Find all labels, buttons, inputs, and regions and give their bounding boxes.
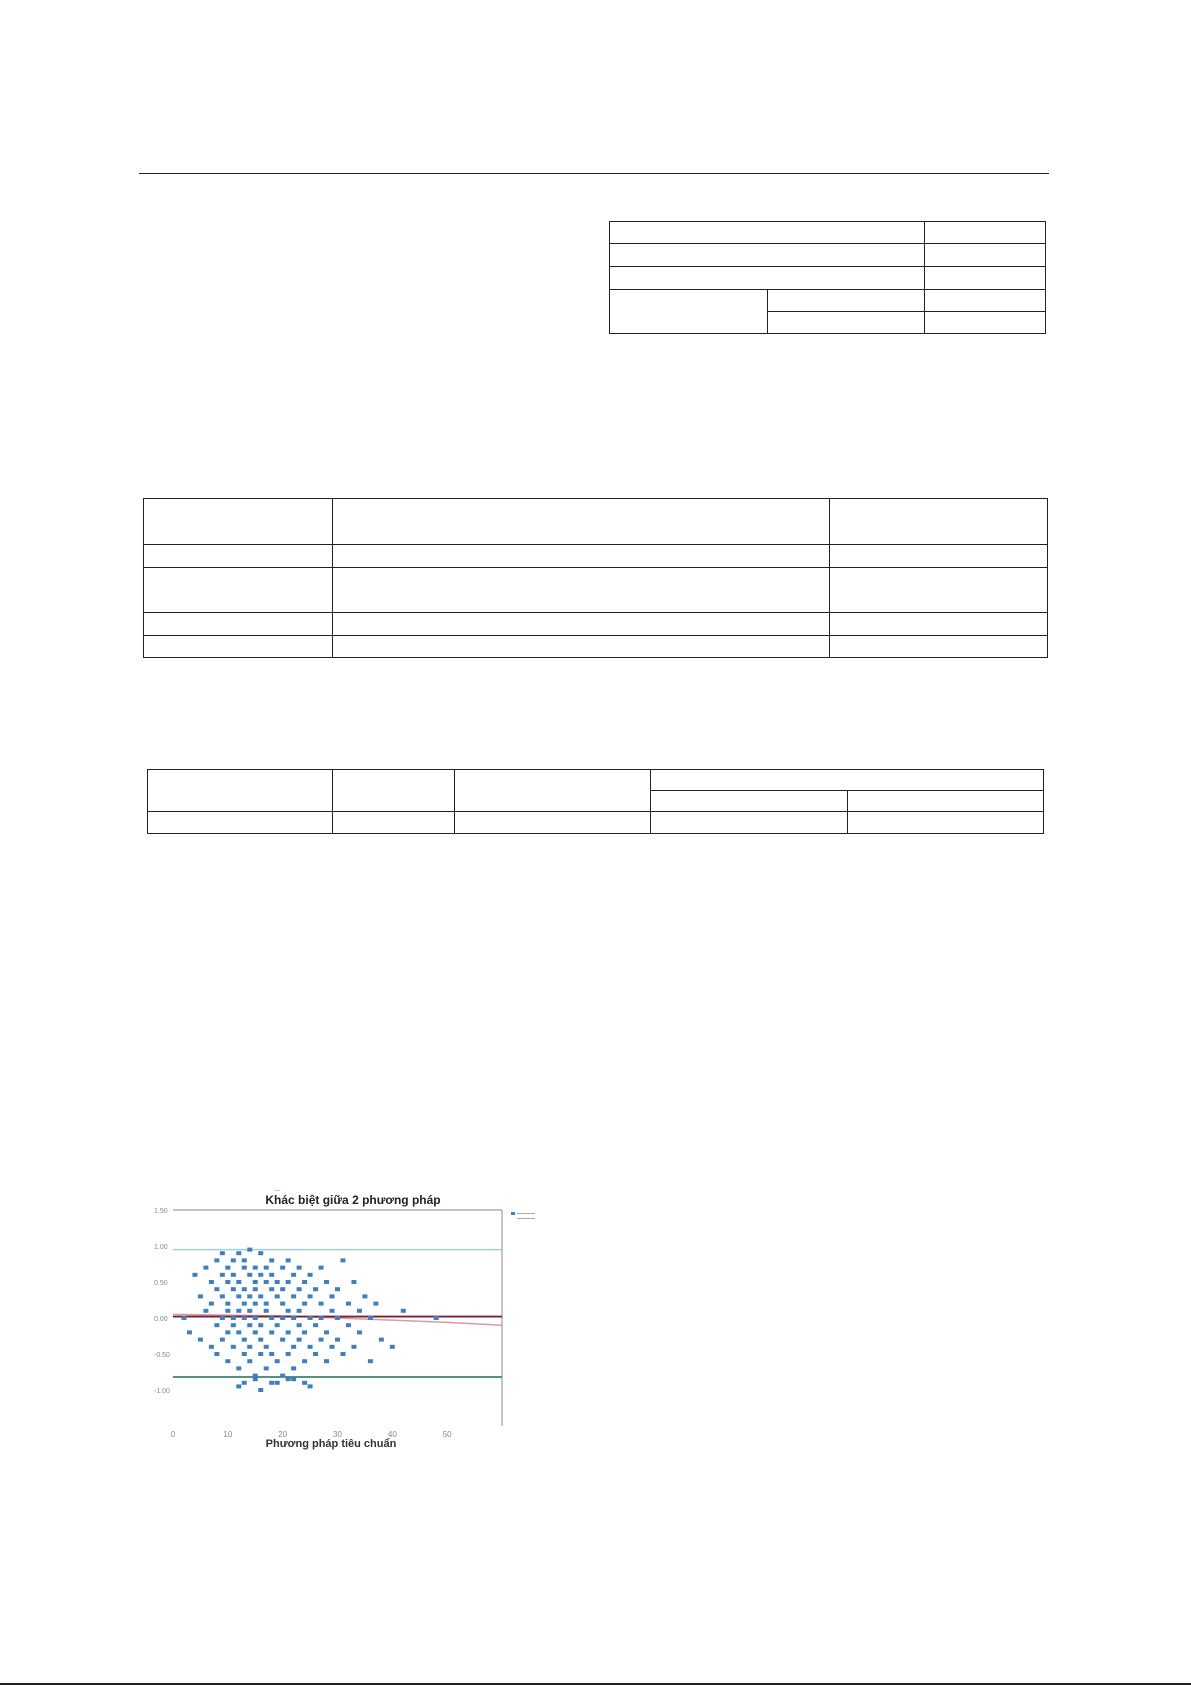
- data-point: [258, 1388, 263, 1392]
- data-point: [297, 1309, 302, 1313]
- data-point: [258, 1251, 263, 1255]
- data-point: [297, 1338, 302, 1342]
- data-point: [209, 1280, 214, 1284]
- data-point: [242, 1381, 247, 1385]
- data-point: [253, 1266, 258, 1270]
- table-row: [610, 290, 1046, 312]
- data-point: [269, 1258, 274, 1262]
- data-point: [236, 1366, 241, 1370]
- table-cell: [333, 545, 830, 568]
- data-point: [286, 1280, 291, 1284]
- table-cell: [144, 499, 333, 545]
- data-point: [214, 1258, 219, 1262]
- data-point: [340, 1352, 345, 1356]
- data-point: [192, 1273, 197, 1277]
- table-row: [144, 568, 1048, 613]
- table-cell: [848, 812, 1044, 834]
- table-row: [144, 545, 1048, 568]
- data-point: [247, 1309, 252, 1313]
- data-point: [242, 1287, 247, 1291]
- bland-altman-chart: [143, 1190, 573, 1450]
- y-tick-label: 1.50: [154, 1208, 168, 1215]
- data-point: [242, 1266, 247, 1270]
- table-cell: [925, 222, 1046, 244]
- table-cell: [830, 613, 1048, 636]
- header-rule: [139, 173, 1049, 174]
- data-point: [258, 1323, 263, 1327]
- data-point: [209, 1345, 214, 1349]
- data-point: [181, 1316, 186, 1320]
- data-point: [225, 1330, 230, 1334]
- data-point: [308, 1294, 313, 1298]
- data-point: [297, 1287, 302, 1291]
- data-point: [220, 1273, 225, 1277]
- table-row: [144, 636, 1048, 658]
- data-point: [253, 1302, 258, 1306]
- table-cell: [144, 568, 333, 613]
- data-point: [225, 1266, 230, 1270]
- data-point: [231, 1316, 236, 1320]
- data-point: [330, 1294, 335, 1298]
- data-point: [187, 1330, 192, 1334]
- data-point: [269, 1273, 274, 1277]
- data-point: [291, 1377, 296, 1381]
- table-cell: [333, 613, 830, 636]
- x-tick-label: 0: [170, 1430, 176, 1439]
- table-cell: [455, 770, 651, 812]
- data-point: [302, 1302, 307, 1306]
- table-cell: [610, 290, 768, 334]
- data-point: [330, 1345, 335, 1349]
- data-point: [330, 1309, 335, 1313]
- table-cell: [333, 636, 830, 658]
- data-point: [225, 1309, 230, 1313]
- y-tick-label: 0.00: [154, 1316, 168, 1323]
- table-row: [144, 613, 1048, 636]
- table-cell: [333, 812, 455, 834]
- data-point: [198, 1338, 203, 1342]
- table-cell: [830, 545, 1048, 568]
- table-row: [144, 499, 1048, 545]
- data-point: [351, 1280, 356, 1284]
- data-point: [319, 1316, 324, 1320]
- data-point: [319, 1266, 324, 1270]
- data-point: [264, 1345, 269, 1349]
- data-point: [368, 1316, 373, 1320]
- data-point: [220, 1316, 225, 1320]
- data-point: [264, 1280, 269, 1284]
- data-point: [247, 1323, 252, 1327]
- x-tick-label: 10: [223, 1430, 233, 1439]
- data-point: [324, 1330, 329, 1334]
- data-point: [434, 1316, 439, 1320]
- table-cell: [333, 499, 830, 545]
- data-point: [242, 1338, 247, 1342]
- data-point: [280, 1287, 285, 1291]
- y-tick-label: 1.00: [154, 1244, 168, 1251]
- data-point: [346, 1302, 351, 1306]
- table-cell: [925, 267, 1046, 290]
- data-point: [236, 1294, 241, 1298]
- data-point: [313, 1287, 318, 1291]
- y-tick-label: -0.50: [154, 1352, 170, 1359]
- legend: [511, 1212, 535, 1219]
- table-cell: [144, 613, 333, 636]
- data-point: [236, 1384, 241, 1388]
- table-cell: [333, 770, 455, 812]
- data-point: [253, 1316, 258, 1320]
- data-point: [335, 1338, 340, 1342]
- data-point: [198, 1294, 203, 1298]
- data-point: [275, 1359, 280, 1363]
- data-point: [280, 1338, 285, 1342]
- data-point: [275, 1280, 280, 1284]
- data-point: [379, 1338, 384, 1342]
- data-point: [291, 1316, 296, 1320]
- table-cell: [651, 770, 1044, 791]
- x-tick-label: 50: [442, 1430, 452, 1439]
- data-point: [236, 1251, 241, 1255]
- data-point: [308, 1273, 313, 1277]
- y-axis: [154, 1208, 170, 1395]
- data-point: [242, 1258, 247, 1262]
- data-point: [335, 1316, 340, 1320]
- data-point: [209, 1302, 214, 1306]
- table-cell: [144, 545, 333, 568]
- data-point: [308, 1384, 313, 1388]
- data-point: [264, 1366, 269, 1370]
- agreement-table: [147, 769, 1044, 834]
- y-tick-label: -1.00: [154, 1388, 170, 1395]
- table-cell: [610, 222, 925, 244]
- data-point: [373, 1302, 378, 1306]
- data-point: [236, 1280, 241, 1284]
- data-point: [231, 1287, 236, 1291]
- table-cell: [148, 770, 333, 812]
- data-point: [231, 1258, 236, 1262]
- data-point: [357, 1330, 362, 1334]
- data-point: [346, 1323, 351, 1327]
- data-point: [231, 1273, 236, 1277]
- table-cell: [333, 568, 830, 613]
- table-row: [610, 222, 1046, 244]
- data-point: [390, 1345, 395, 1349]
- data-point: [253, 1330, 258, 1334]
- data-point: [286, 1352, 291, 1356]
- data-point: [247, 1294, 252, 1298]
- chart-title: Khác biệt giữa 2 phương pháp: [265, 1193, 441, 1207]
- table-cell: [848, 791, 1044, 812]
- data-point: [286, 1377, 291, 1381]
- table-cell: [144, 636, 333, 658]
- data-point: [231, 1323, 236, 1327]
- data-point: [253, 1280, 258, 1284]
- table-cell: [651, 812, 848, 834]
- data-point: [297, 1323, 302, 1327]
- data-point: [340, 1258, 345, 1262]
- data-point: [302, 1359, 307, 1363]
- data-point: [247, 1345, 252, 1349]
- data-point: [253, 1377, 258, 1381]
- data-point: [324, 1359, 329, 1363]
- data-point: [242, 1316, 247, 1320]
- data-point: [269, 1316, 274, 1320]
- data-point: [308, 1316, 313, 1320]
- data-point: [269, 1381, 274, 1385]
- table-row: [610, 267, 1046, 290]
- data-point: [275, 1323, 280, 1327]
- table-cell: [148, 812, 333, 834]
- data-point: [275, 1381, 280, 1385]
- data-point: [247, 1248, 252, 1252]
- data-point: [313, 1323, 318, 1327]
- table-row: [148, 770, 1044, 791]
- data-point: [214, 1352, 219, 1356]
- table-cell: [830, 499, 1048, 545]
- data-point: [291, 1366, 296, 1370]
- data-point: [225, 1359, 230, 1363]
- x-tick-label: 30: [333, 1430, 342, 1439]
- data-point: [258, 1273, 263, 1277]
- data-point: [242, 1352, 247, 1356]
- data-point: [203, 1266, 208, 1270]
- table-cell: [830, 568, 1048, 613]
- data-point: [401, 1309, 406, 1313]
- data-point: [247, 1359, 252, 1363]
- data-point: [286, 1309, 291, 1313]
- data-point: [264, 1309, 269, 1313]
- x-tick-label: 40: [387, 1430, 397, 1439]
- table-cell: [830, 636, 1048, 658]
- data-point: [297, 1266, 302, 1270]
- data-point: [280, 1302, 285, 1306]
- data-point: [236, 1309, 241, 1313]
- data-point: [291, 1345, 296, 1349]
- data-point: [357, 1309, 362, 1313]
- data-point: [231, 1345, 236, 1349]
- data-point: [280, 1266, 285, 1270]
- data-point: [368, 1359, 373, 1363]
- method-table: [143, 498, 1048, 658]
- data-point: [253, 1374, 258, 1378]
- data-point: [286, 1330, 291, 1334]
- data-point: [286, 1258, 291, 1262]
- legend-marker: [511, 1212, 515, 1215]
- plot-area: [173, 1190, 502, 1426]
- data-point: [258, 1338, 263, 1342]
- data-point: [280, 1374, 285, 1378]
- y-tick-label: 0.50: [154, 1280, 168, 1287]
- data-point: [324, 1280, 329, 1284]
- x-axis-label: Phương pháp tiêu chuẩn: [265, 1438, 397, 1450]
- table-row: [148, 812, 1044, 834]
- data-point: [225, 1280, 230, 1284]
- data-point: [253, 1287, 258, 1291]
- data-point: [302, 1381, 307, 1385]
- data-point: [280, 1316, 285, 1320]
- data-point: [236, 1330, 241, 1334]
- table-cell: [455, 812, 651, 834]
- data-point: [258, 1352, 263, 1356]
- table-cell: [925, 244, 1046, 267]
- data-point: [313, 1352, 318, 1356]
- table-cell: [610, 267, 925, 290]
- data-point: [247, 1273, 252, 1277]
- table-row: [610, 244, 1046, 267]
- data-point: [308, 1345, 313, 1349]
- table-cell: [651, 791, 848, 812]
- x-tick-label: 20: [278, 1430, 288, 1439]
- summary-table: [609, 221, 1046, 334]
- table-cell: [925, 290, 1046, 312]
- data-point: [269, 1352, 274, 1356]
- data-point: [220, 1338, 225, 1342]
- table-cell: [768, 312, 925, 334]
- table-cell: [925, 312, 1046, 334]
- data-point: [203, 1309, 208, 1313]
- data-point: [319, 1302, 324, 1306]
- data-point: [214, 1323, 219, 1327]
- data-point: [351, 1345, 356, 1349]
- table-cell: [768, 290, 925, 312]
- data-point: [214, 1287, 219, 1291]
- data-point: [269, 1330, 274, 1334]
- table-cell: [610, 244, 925, 267]
- data-point: [269, 1287, 274, 1291]
- data-point: [362, 1294, 367, 1298]
- data-point: [225, 1302, 230, 1306]
- data-point: [220, 1294, 225, 1298]
- data-point: [319, 1338, 324, 1342]
- data-point: [291, 1273, 296, 1277]
- data-point: [335, 1287, 340, 1291]
- data-point: [275, 1294, 280, 1298]
- data-point: [264, 1302, 269, 1306]
- data-point: [258, 1294, 263, 1298]
- data-point: [302, 1330, 307, 1334]
- data-point: [264, 1266, 269, 1270]
- data-point: [291, 1294, 296, 1298]
- data-point: [242, 1302, 247, 1306]
- data-point: [220, 1251, 225, 1255]
- data-point: [302, 1280, 307, 1284]
